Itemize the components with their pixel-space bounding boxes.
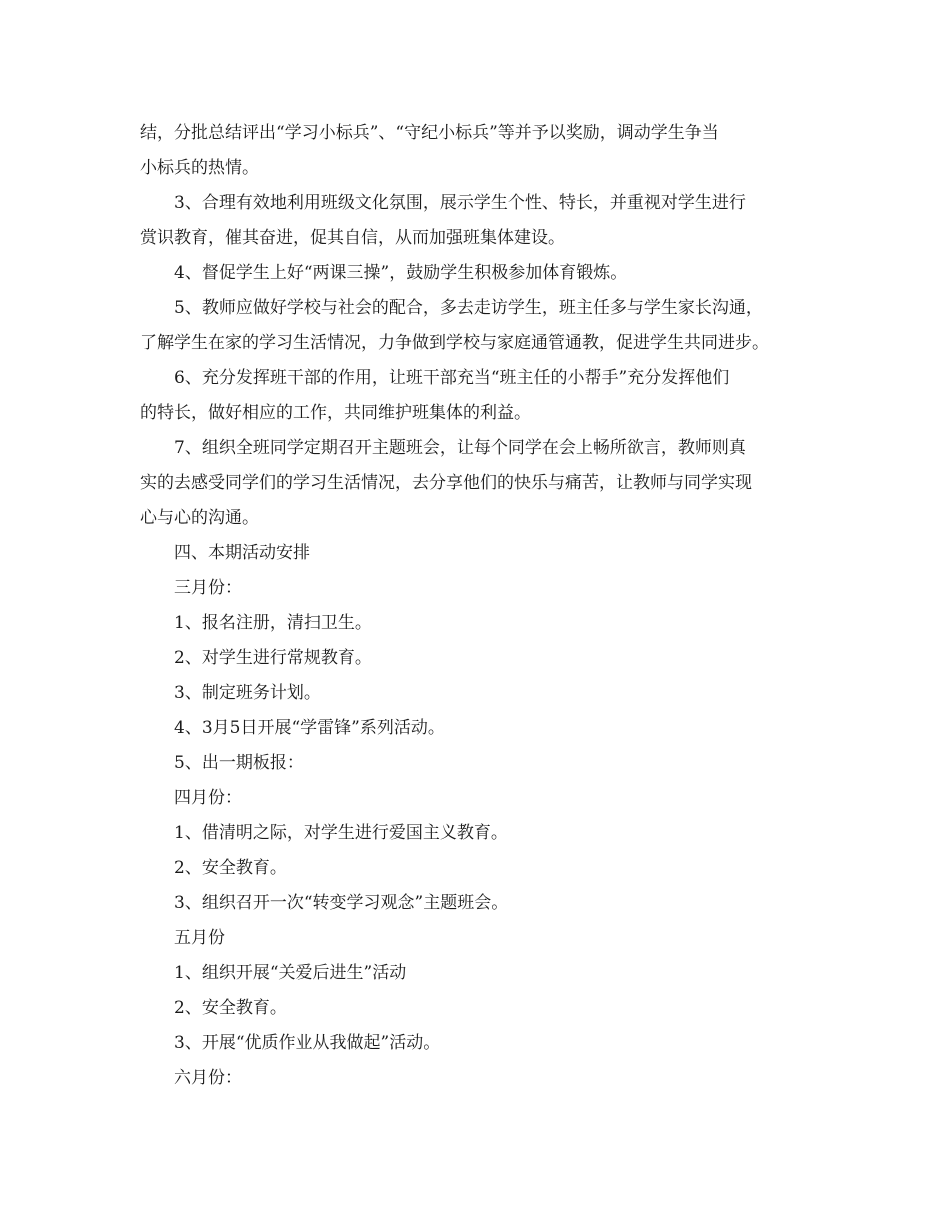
list-item [140, 746, 830, 781]
text-line: 实的去感受同学们的学习生活情况，去分享他们的快乐与痛苦，让教师与同学实现 [140, 473, 752, 493]
text-line: 3、合理有效地利用班级文化氛围，展示学生个性、特长，并重视对学生进行 [174, 193, 746, 213]
list-item [140, 991, 830, 1026]
text-line: 3、开展“优质作业从我做起”活动。 [174, 1033, 441, 1053]
text-line: 5、出一期板报： [174, 753, 304, 773]
text-line: 结，分批总结评出“学习小标兵”、“守纪小标兵”等并予以奖励，调动学生争当 [140, 123, 719, 143]
text-line: 6、充分发挥班干部的作用，让班干部充当“班主任的小帮手”充分发挥他们 [174, 368, 730, 388]
text-line: 3、组织召开一次“转变学习观念”主题班会。 [174, 893, 509, 913]
heading-line: 六月份： [174, 1068, 242, 1088]
list-item [140, 641, 830, 676]
text-line: 3、制定班务计划。 [174, 683, 321, 703]
text-line: 4、督促学生上好“两课三操”，鼓励学生积极参加体育锻炼。 [174, 263, 628, 283]
paragraph-item-5-home-school [140, 291, 830, 361]
text-line: 1、组织开展“关爱后进生”活动 [174, 963, 407, 983]
text-line: 1、借清明之际，对学生进行爱国主义教育。 [174, 823, 508, 843]
text-line: 了解学生在家的学习生活情况，力争做到学校与家庭通管通教，促进学生共同进步。 [140, 333, 769, 353]
paragraph-item-7-class-meeting [140, 431, 830, 536]
text-line: 小标兵的热情。 [140, 158, 259, 178]
text-line: 7、组织全班同学定期召开主题班会，让每个同学在会上畅所欲言，教师则真 [174, 438, 746, 458]
list-item [140, 1026, 830, 1061]
list-item [140, 711, 830, 746]
section-heading-activities [140, 536, 830, 571]
text-line: 2、安全教育。 [174, 998, 287, 1018]
text-line: 5、教师应做好学校与社会的配合，多去走访学生，班主任多与学生家长沟通， [174, 298, 763, 318]
month-heading-may [140, 921, 830, 956]
text-line: 2、安全教育。 [174, 858, 287, 878]
heading-line: 四月份： [174, 788, 242, 808]
list-item [140, 816, 830, 851]
month-heading-june [140, 1061, 830, 1096]
list-item [140, 606, 830, 641]
text-line: 2、对学生进行常规教育。 [174, 648, 372, 668]
list-item [140, 676, 830, 711]
paragraph-item-6-class-cadres [140, 361, 830, 431]
text-line: 赏识教育，催其奋进，促其自信，从而加强班集体建设。 [140, 228, 565, 248]
paragraph-item-3-class-culture [140, 186, 830, 256]
list-item [140, 886, 830, 921]
text-line: 1、报名注册，清扫卫生。 [174, 613, 372, 633]
heading-line: 五月份 [174, 928, 225, 948]
text-line: 心与心的沟通。 [140, 508, 259, 528]
list-item [140, 851, 830, 886]
list-item [140, 956, 830, 991]
text-line: 的特长，做好相应的工作，共同维护班集体的利益。 [140, 403, 531, 423]
month-heading-march [140, 571, 830, 606]
text-line: 4、3月5日开展“学雷锋”系列活动。 [174, 718, 445, 738]
heading-line: 四、本期活动安排 [174, 543, 310, 563]
paragraph-award-continuation [140, 116, 830, 186]
heading-line: 三月份： [174, 578, 242, 598]
document-body [140, 116, 830, 1096]
month-heading-april [140, 781, 830, 816]
paragraph-item-4-exercise [140, 256, 830, 291]
